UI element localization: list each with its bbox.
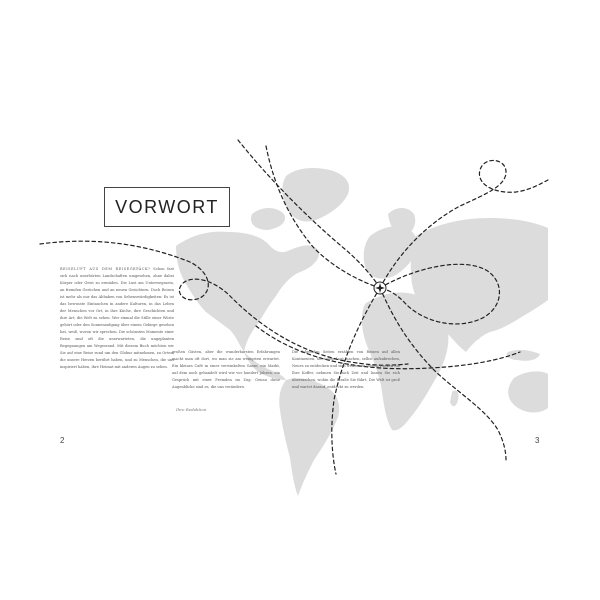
uk	[366, 256, 376, 268]
text-column-1	[60, 266, 174, 371]
text-column-2	[172, 349, 280, 391]
australia	[508, 371, 548, 412]
signature: Ihre Redaktion	[176, 407, 207, 412]
arctic-islands	[251, 208, 285, 230]
chapter-title-box	[104, 187, 230, 227]
text-column-3	[292, 349, 400, 391]
south-america	[279, 378, 339, 496]
lead-caps: REISELUFT AUS DEM REISEGEPÄCK?	[60, 267, 151, 271]
column1-text: Schon fast sich nach unerhörten Landschaften umgesehen, ohne dabei Körper oder Geist zu ermüden. Die Lust am Unterwegssein, an fremden Gerüchen und an neuen Gesichtern. Doch Reisen ist mehr als nur das Abhaken von Sehenswürdigkeiten: Es ist das bewusste Eintauchen in andere Kulturen, in das Leben der Menschen vor Ort, in ihre Küche, ihre Geschichten und ihre Art, die Welt zu sehen. Wer einmal die Stille einer Wüste gehört oder den Sonnenaufgang über einem Gebirge gesehen hat, weiß, wovon wir sprechen. Die schönsten Momente einer Reise sind oft die unerwarteten, die ungeplanten Begegnungen am Wegesrand. Mit diesem Buch möchten wir Sie auf eine Reise rund um den Globus mitnehmen, zu Orten, die unsere Herzen berührt haben, und zu Menschen, die uns inspiriert haben, ihre Heimat mit anderen Augen zu sehen.	[60, 267, 174, 369]
indonesia	[507, 350, 540, 361]
chapter-title: VORWORT	[115, 196, 219, 217]
page-number-left: 2	[60, 436, 65, 445]
north-america	[176, 232, 319, 352]
greenland	[282, 168, 349, 222]
madagascar	[450, 390, 459, 406]
page-number-right: 3	[535, 436, 540, 445]
column2-text: großen Gästen, aber die wunderbarsten Erfahrungen macht man oft dort, wo man sie am wenigsten erwartet. Ein kleines Café in einer verwinkelten Gasse, ein Markt, auf dem noch gehandelt wird wie vor hundert Jahren, ein Gespräch mit einer Fremden im Zug. Genau diese Augenblicke sind es, die uns verändern.	[172, 350, 280, 389]
compass-marker-icon	[374, 282, 386, 294]
column3-text: Die folgenden Seiten erzählen von Reisen auf allen Kontinenten. Sie sollen Lust machen, selbst aufzubrechen, Neues zu entdecken und sich treiben zu lassen. Packen Sie Ihre Koffer, nehmen Sie sich Zeit und lassen Sie sich überraschen, wohin die Straße Sie führt. Die Welt ist groß und wartet darauf, entdeckt zu werden.	[292, 350, 400, 389]
